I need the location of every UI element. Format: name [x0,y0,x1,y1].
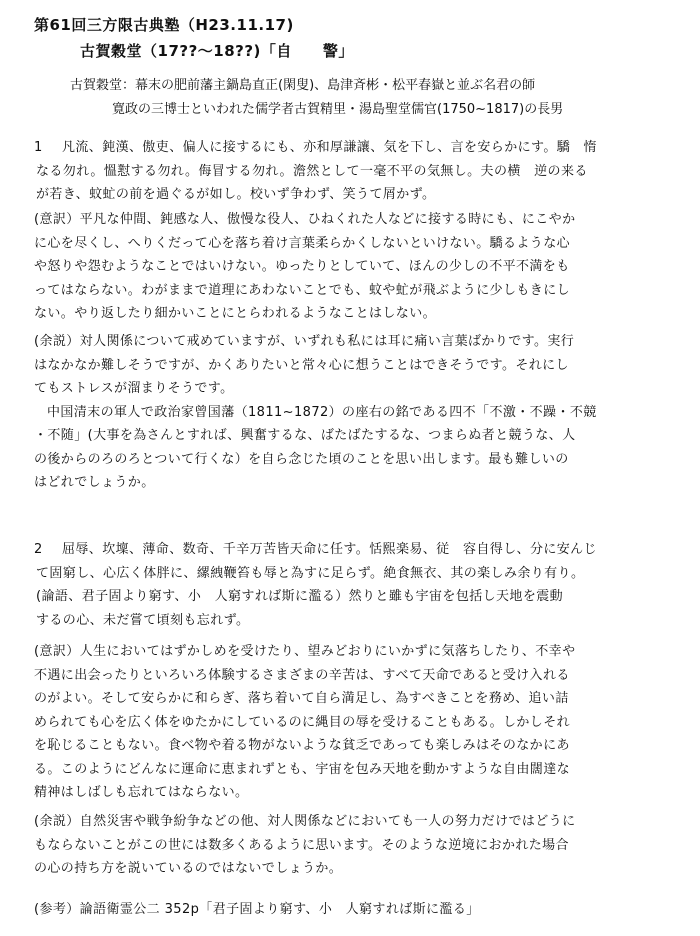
text-line: なる勿れ。慍懟する勿れ。侮冒する勿れ。澹然として一毫不平の気無し。夫の横 逆の来る [36,163,588,179]
bio-line: 寛政の三博士といわれた儒学者古賀精里・湯島聖堂儒官(1750~1817)の長男 [112,102,564,117]
translation-line: のがよい。そして安らかに和らぎ、落ち着いて自ら満足し、為すべきことを務め、追い詰 [34,691,569,706]
text-line: 屈辱、坎壈、薄命、数奇、千辛万苦皆天命に任す。恬熙楽易、従 容自得し、分に安んじ [62,542,597,557]
comment-line: もならないことがこの世には数多くあるように思います。そのような逆境におかれた場合 [34,837,569,853]
comment-line: ・不随」(大事を為さんとすれば、興奮するな、ばたばたするな、つまらぬ者と競うな、人 [34,428,576,443]
comment-line: てもストレスが溜まりそうです。 [34,381,234,396]
section-number: 1 [34,140,43,155]
section-1-commentary [34,330,674,495]
translation-line: ってはならない。わがままで道理にあわないことでも、蚊や虻が飛ぶように少しもきにし [34,282,571,298]
bio-line: 古賀穀堂：幕末の肥前藩主鍋島直正(閑叟)、島津斉彬・松平春嶽と並ぶ名君の師 [70,78,536,93]
reference-note [34,898,674,922]
section-1-translation [34,208,674,326]
text-line: 凡流、鈍漢、傲吏、偏人に接するにも、亦和厚謙讓、気を下し、言を安らかにす。驕 惰 [62,140,597,155]
translation-line: る。このようにどんなに運命に恵まれずとも、宇宙を包み天地を動かすような自由闊達な [34,761,571,777]
text-line: するの心、未だ嘗て頃刻も忘れず。 [36,612,250,628]
translation-line: を恥じることもない。食べ物や着る物がないような貧乏であっても楽しみはそのなかにあ [34,738,570,753]
text-line: が若き、蚊虻の前を過ぐるが如し。校いず争わず、笑うて屑かず。 [36,187,436,202]
translation-line: (意訳）平凡な仲間、鈍感な人、傲慢な役人、ひねくれた人などに接する時にも、にこやか [34,212,576,227]
text-line: (論語、君子固より窮す、小 人窮すれば斯に濫る）然りと雖も宇宙を包括し天地を震動 [36,589,564,604]
section-number: 2 [34,542,43,557]
comment-line: はなかなか難しそうですが、かくありたいと常々心に想うことはできそうです。それにし [34,357,569,373]
section-2-translation [34,640,674,805]
translation-line: や怒りや怨むようなことではいけない。ゆったりとしていて、ほんの少しの不平不満をも [34,259,570,274]
translation-line: 不遇に出会ったりといろいろ体験するさまざまの辛苦は、すべて天命であると受け入れる [34,667,570,683]
comment-line: 中国清末の軍人で政治家曾国藩（1811~1872）の座右の銘である四不「不激・不躁・不競 [47,404,597,420]
translation-line: 精神はしばしも忘れてはならない。 [34,785,249,800]
comment-line: の心の持ち方を説いているのではないでしょうか。 [34,861,343,876]
comment-line: の後からのろのろとついて行くな）を自ら念じた頃のことを思い出します。最も難しいの [34,451,569,467]
page-subtitle: 古賀穀堂（17??～18??)「自 警」 [80,42,354,60]
section-1-text [34,136,674,207]
translation-line: められても心を広く体をゆたかにしているのに縄目の辱を受けることもある。しかしそれ [34,714,571,730]
page-title: 第61回三方限古典塾（H23.11.17) [34,16,294,34]
translation-line: ない。やり返したり細かいことにとらわれるようなことはしない。 [34,306,437,321]
comment-line: はどれでしょうか。 [34,475,155,490]
translation-line: (意訳）人生においてはずかしめを受けたり、望みどおりにいかずに気落ちしたり、不幸や [34,644,576,659]
section-2-commentary [34,810,674,881]
reference-line: (参考）論語衛霊公二 352p「君子固より窮す、小 人窮すれば斯に濫る」 [34,902,480,917]
comment-line: (余説）対人関係について戒めていますが、いずれも私には耳に痛い言葉ばかりです。実行 [34,334,575,349]
author-bio [70,74,563,122]
translation-line: に心を尽くし、へりくだって心を落ち着け言葉柔らかくしないといけない。驕るような心 [34,235,571,251]
comment-line: (余説）自然災害や戦争紛争などの他、対人関係などにおいても一人の努力だけではどうに [34,814,576,829]
text-line: て固窮し、心広く体胖に、縲絏鞭笞も辱と為すに足らず。絶食無衣、其の楽しみ余り有り。 [36,565,585,581]
section-2-text [34,538,674,632]
